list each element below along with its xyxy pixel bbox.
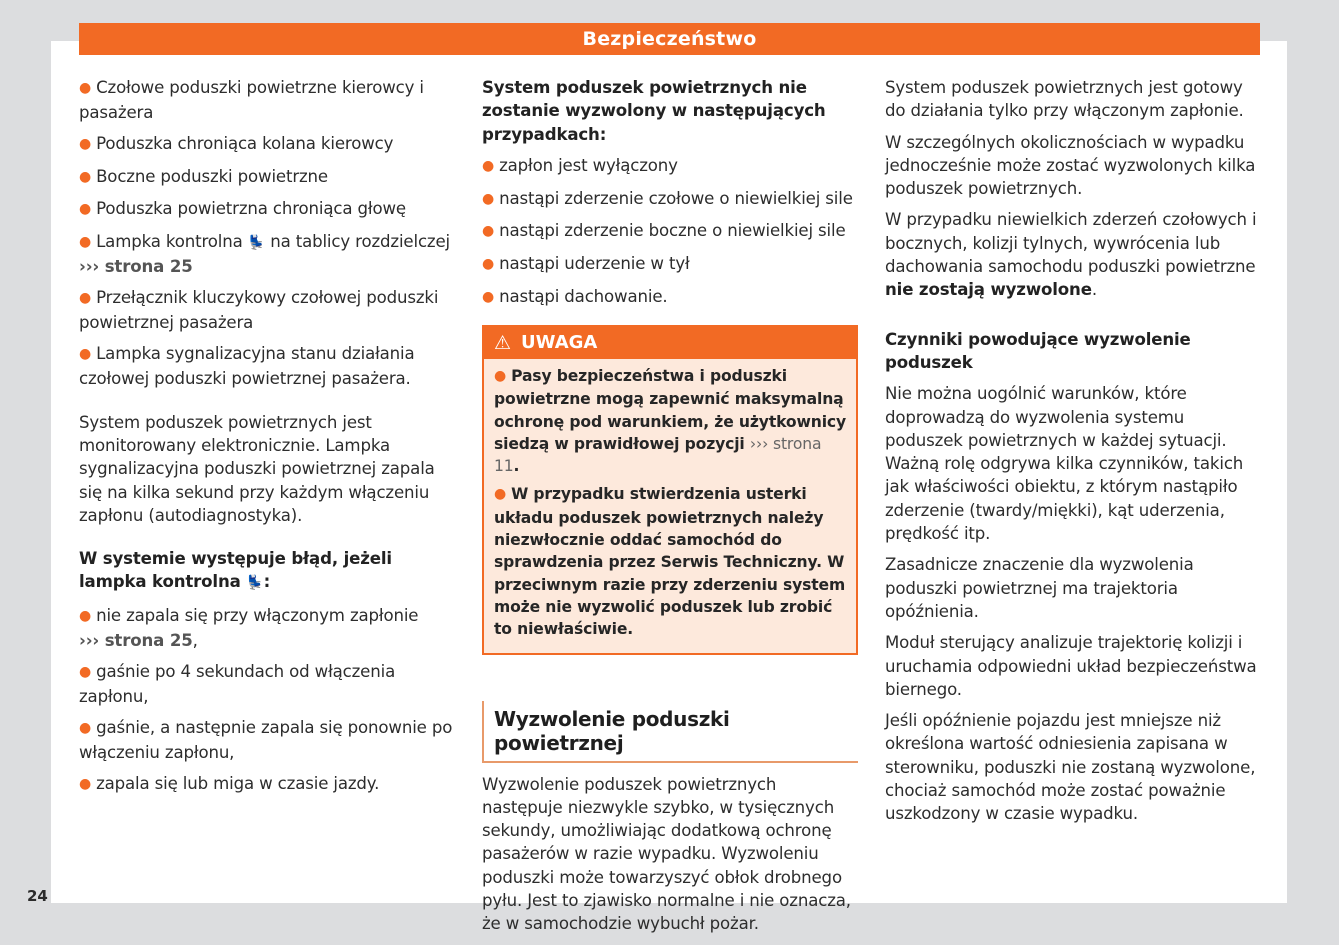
paragraph: Zasadnicze znaczenie dla wyzwolenia poduszki powietrznej ma trajektoria opóźnienia. (885, 555, 1194, 621)
bullet-icon: ● (79, 168, 92, 185)
bullet-icon: ● (482, 223, 495, 240)
list-item: ● Czołowe poduszki powietrzne kierowcy i pasażera (79, 78, 424, 123)
bullet-icon: ● (79, 234, 92, 251)
list-item: ● nastąpi zderzenie czołowe o niewielkiej sile (482, 188, 853, 208)
page-reference-link[interactable]: ››› strona 11 (494, 434, 822, 476)
bullet-icon: ● (79, 663, 92, 680)
column-middle (482, 76, 858, 936)
bullet-icon: ● (482, 157, 495, 174)
warning-box (482, 325, 858, 655)
deployment-paragraph: Wyzwolenie poduszek powietrznych następuje niezwykle szybko, w tysięcznych sekundy, umożliwiając dodatkową ochronę pasażerów w razie wypadku. Wyzwoleniu poduszki może towarzyszyć obłok drobnego pyłu. Jest to zjawisko normalne i nie oznacza, że w samochodzie wybuchł pożar. (482, 774, 851, 934)
warning-header (484, 327, 856, 359)
bullet-icon: ● (79, 346, 92, 363)
section-header-title: Bezpieczeństwo (582, 28, 757, 50)
section-title: Wyzwolenie poduszki powietrznej (482, 701, 858, 763)
list-item: ● zapala się lub miga w czasie jazdy. (79, 773, 380, 793)
list-item: ● gaśnie po 4 sekundach od włączenia zapłonu, (79, 661, 396, 706)
warning-title: UWAGA (521, 332, 598, 354)
bullet-icon: ● (79, 135, 92, 152)
bullet-icon: ● (79, 201, 92, 218)
bullet-icon: ● (482, 190, 495, 207)
page-reference-link[interactable]: ››› strona 25 (79, 257, 193, 277)
monitoring-paragraph: System poduszek powietrznych jest monitorowany elektronicznie. Lampka sygnalizacyjna poduszki powietrznej zapala się na kilka sekund przy każdym włączeniu zapłonu (autodiagnostyka). (79, 412, 435, 525)
bullet-icon: ● (79, 775, 92, 792)
list-item: ● Boczne poduszki powietrzne (79, 166, 328, 186)
bullet-icon: ● (494, 486, 507, 503)
page-reference-link[interactable]: ››› strona 25 (79, 630, 193, 650)
non-deployment-heading: System poduszek powietrznych nie zostanie wyzwolony w następujących przypadkach: (482, 78, 826, 144)
column-left (79, 76, 459, 804)
list-item: ● Poduszka chroniąca kolana kierowcy (79, 133, 394, 153)
paragraph: System poduszek powietrznych jest gotowy do działania tylko przy włączonym zapłonie. (885, 78, 1244, 121)
airbag-warning-icon: 💺 (247, 235, 266, 252)
paragraph: Nie można uogólnić warunków, które doprowadzą do wyzwolenia systemu poduszek powietrznych w każdej sytuacji. Ważną rolę odgrywa kilka czynników, takich jak właściwości obiektu, z którym nastąpiło zderzenie (twardy/miękki), kąt uderzenia, prędkość itp. (885, 384, 1244, 544)
airbag-warning-icon: 💺 (246, 575, 264, 592)
paragraph: Jeśli opóźnienie pojazdu jest mniejsze niż określona wartość odniesienia zapisana w sterowniku, poduszki nie zostaną wyzwolone, chociaż samochód może zostać poważnie uszkodzony w czasie wypadku. (885, 711, 1256, 824)
page-number: 24 (27, 887, 48, 905)
subheading: Czynniki powodujące wyzwolenie poduszek (885, 329, 1191, 372)
column-right (885, 76, 1263, 834)
list-item: ● Lampka sygnalizacyjna stanu działania czołowej poduszki powietrznej pasażera. (79, 344, 415, 389)
warning-triangle-icon: ⚠ (494, 331, 512, 354)
list-item: ● nastąpi uderzenie w tył (482, 253, 690, 273)
bullet-icon: ● (79, 607, 92, 624)
paragraph: W przypadku niewielkich zderzeń czołowych i bocznych, kolizji tylnych, wywrócenia lub dachowania samochodu poduszki powietrzne nie zostają wyzwolone. (885, 210, 1257, 300)
bullet-icon: ● (79, 290, 92, 307)
error-heading: W systemie występuje błąd, jeżeli lampka kontrolna 💺: (79, 549, 392, 592)
bullet-icon: ● (79, 80, 92, 96)
bullet-icon: ● (482, 255, 495, 272)
list-item: ● gaśnie, a następnie zapala się ponownie po włączeniu zapłonu, (79, 717, 453, 762)
section-header-bar (79, 23, 1260, 55)
paragraph: Moduł sterujący analizuje trajektorię kolizji i uruchamia odpowiedni układ bezpieczeństwa biernego. (885, 633, 1257, 699)
bullet-icon: ● (494, 367, 507, 384)
bullet-icon: ● (482, 288, 495, 305)
warning-item: ● W przypadku stwierdzenia usterki układu poduszek powietrznych należy niezwłocznie oddać samochód do sprawdzenia przez Serwis Techniczny. W przeciwnym razie przy zderzeniu system może nie wyzwolić poduszek lub zrobić to niewłaściwie. (494, 485, 846, 639)
bullet-icon: ● (79, 719, 92, 736)
list-item: ● Poduszka powietrzna chroniąca głowę (79, 199, 406, 219)
list-item: ● Przełącznik kluczykowy czołowej poduszki powietrznej pasażera (79, 288, 439, 333)
list-item: ● Lampka kontrolna 💺 na tablicy rozdzielczej ››› strona 25 (79, 232, 451, 277)
list-item: ● nie zapala się przy włączonym zapłonie ››› strona 25, (79, 605, 419, 650)
paragraph: W szczególnych okolicznościach w wypadku jednocześnie może zostać wyzwolonych kilka poduszek powietrznych. (885, 132, 1256, 199)
list-item: ● zapłon jest wyłączony (482, 155, 678, 175)
warning-body (484, 359, 856, 653)
list-item: ● nastąpi dachowanie. (482, 286, 668, 306)
list-item: ● nastąpi zderzenie boczne o niewielkiej sile (482, 221, 846, 241)
warning-item: ● Pasy bezpieczeństwa i poduszki powietrzne mogą zapewnić maksymalną ochronę pod warunkiem, że użytkownicy siedzą w prawidłowej pozycji ››› strona 11. (494, 366, 847, 476)
